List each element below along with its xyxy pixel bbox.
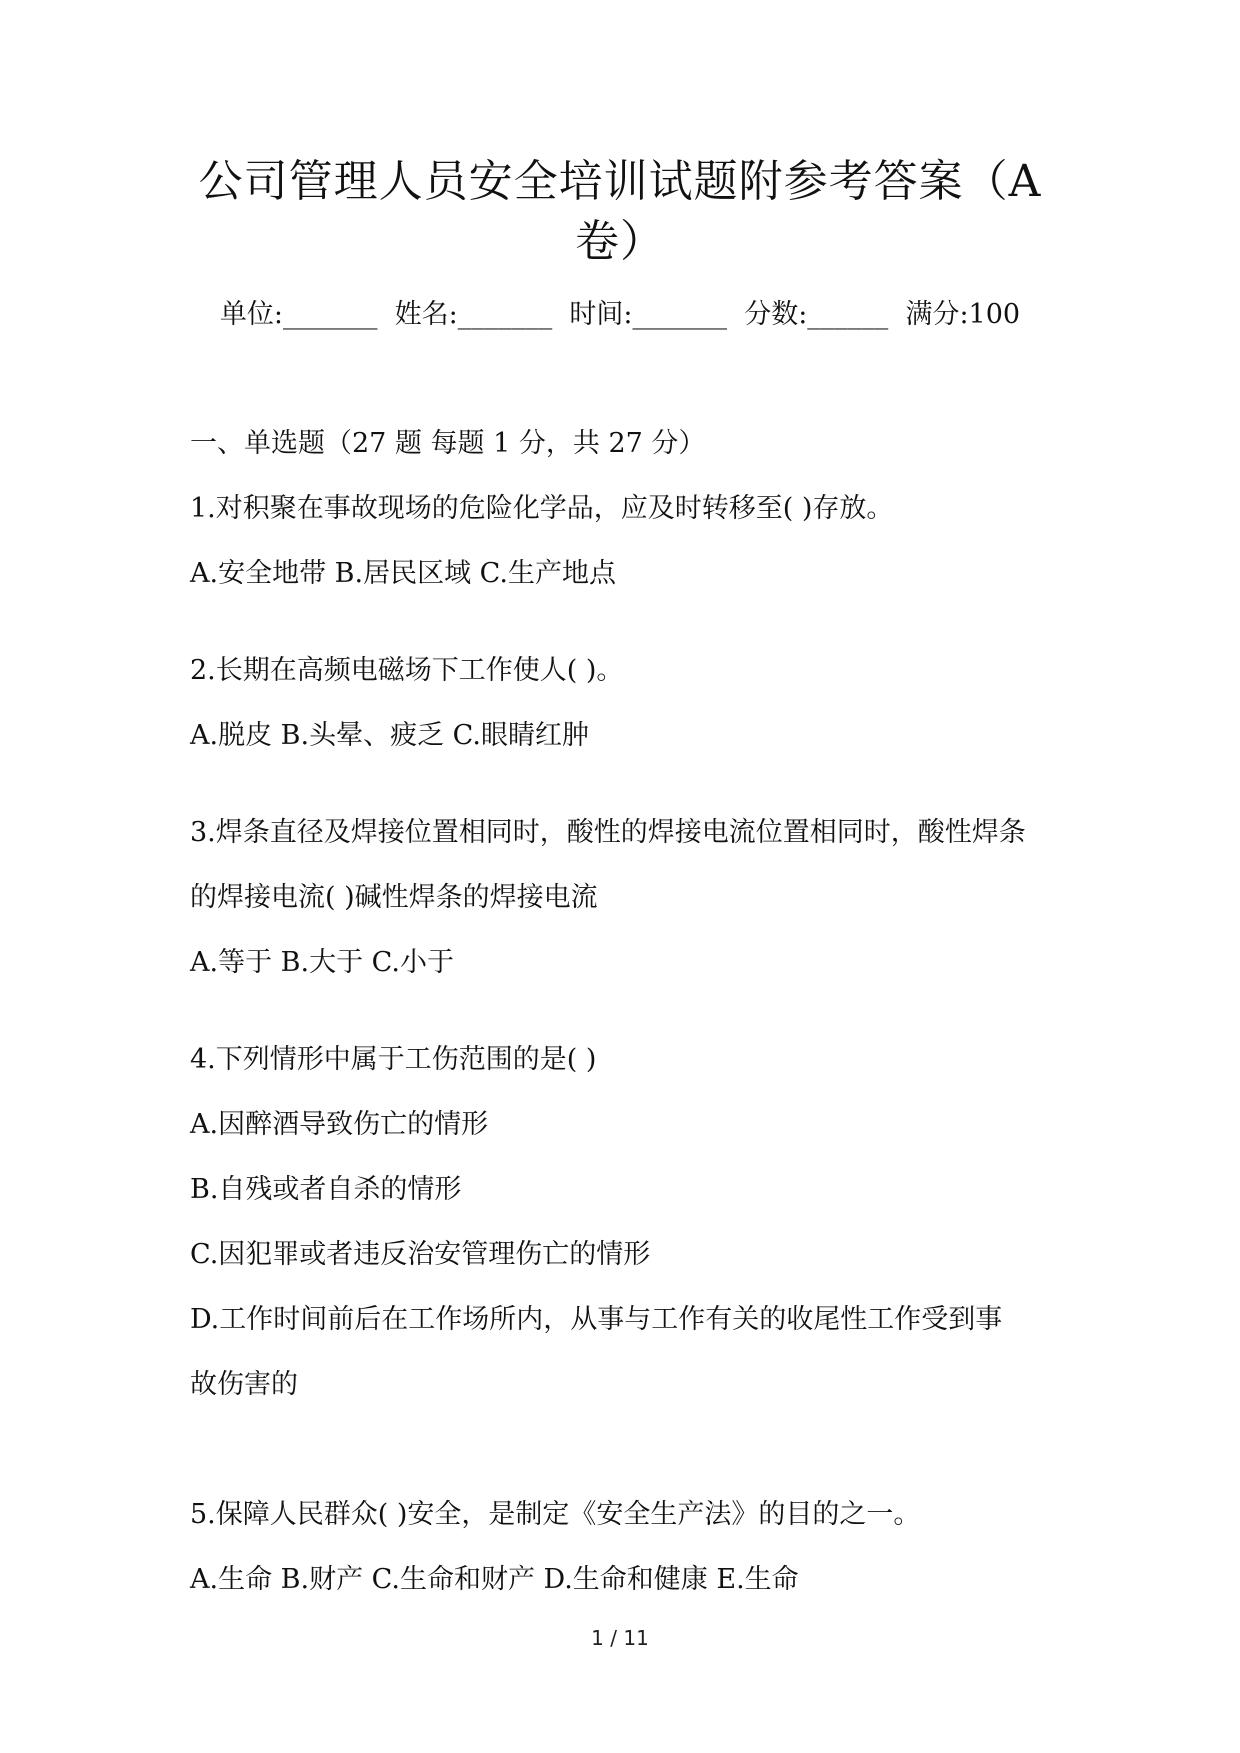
- question-4-stem: 4.下列情形中属于工伤范围的是( ): [190, 1044, 597, 1075]
- question-3-stem-line-2: 的焊接电流( )碱性焊条的焊接电流: [190, 882, 598, 913]
- document-title: [180, 152, 1060, 272]
- question-4-option-d-line-1: D.工作时间前后在工作场所内，从事与工作有关的收尾性工作受到事: [190, 1304, 1003, 1335]
- question-2-options: A.脱皮 B.头晕、疲乏 C.眼睛红肿: [190, 720, 589, 751]
- question-3-stem-line-1: 3.焊条直径及焊接位置相同时，酸性的焊接电流位置相同时，酸性焊条: [190, 817, 1026, 848]
- title-line-2: 卷）: [575, 216, 665, 267]
- question-4-option-a: A.因醉酒导致伤亡的情形: [190, 1109, 489, 1140]
- page-indicator: 1 / 11: [591, 1626, 649, 1650]
- question-1-options: A.安全地带 B.居民区域 C.生产地点: [190, 558, 616, 589]
- section-heading: 一、单选题（27 题 每题 1 分，共 27 分）: [190, 428, 706, 459]
- title-line-1: 公司管理人员安全培训试题附参考答案（A: [198, 156, 1042, 207]
- header-info-line: 单位:_______ 姓名:_______ 时间:_______ 分数:______ 满分:100: [219, 299, 1021, 330]
- question-4-option-b: B.自残或者自杀的情形: [190, 1174, 462, 1205]
- question-3-options: A.等于 B.大于 C.小于: [190, 947, 454, 978]
- question-1-stem: 1.对积聚在事故现场的危险化学品，应及时转移至( )存放。: [190, 493, 894, 524]
- question-4-option-c: C.因犯罪或者违反治安管理伤亡的情形: [190, 1239, 651, 1270]
- question-5-options: A.生命 B.财产 C.生命和财产 D.生命和健康 E.生命: [190, 1564, 799, 1595]
- question-2-stem: 2.长期在高频电磁场下工作使人( )。: [190, 655, 624, 686]
- question-4-option-d-line-2: 故伤害的: [190, 1369, 298, 1400]
- question-5-stem: 5.保障人民群众( )安全，是制定《安全生产法》的目的之一。: [190, 1499, 921, 1530]
